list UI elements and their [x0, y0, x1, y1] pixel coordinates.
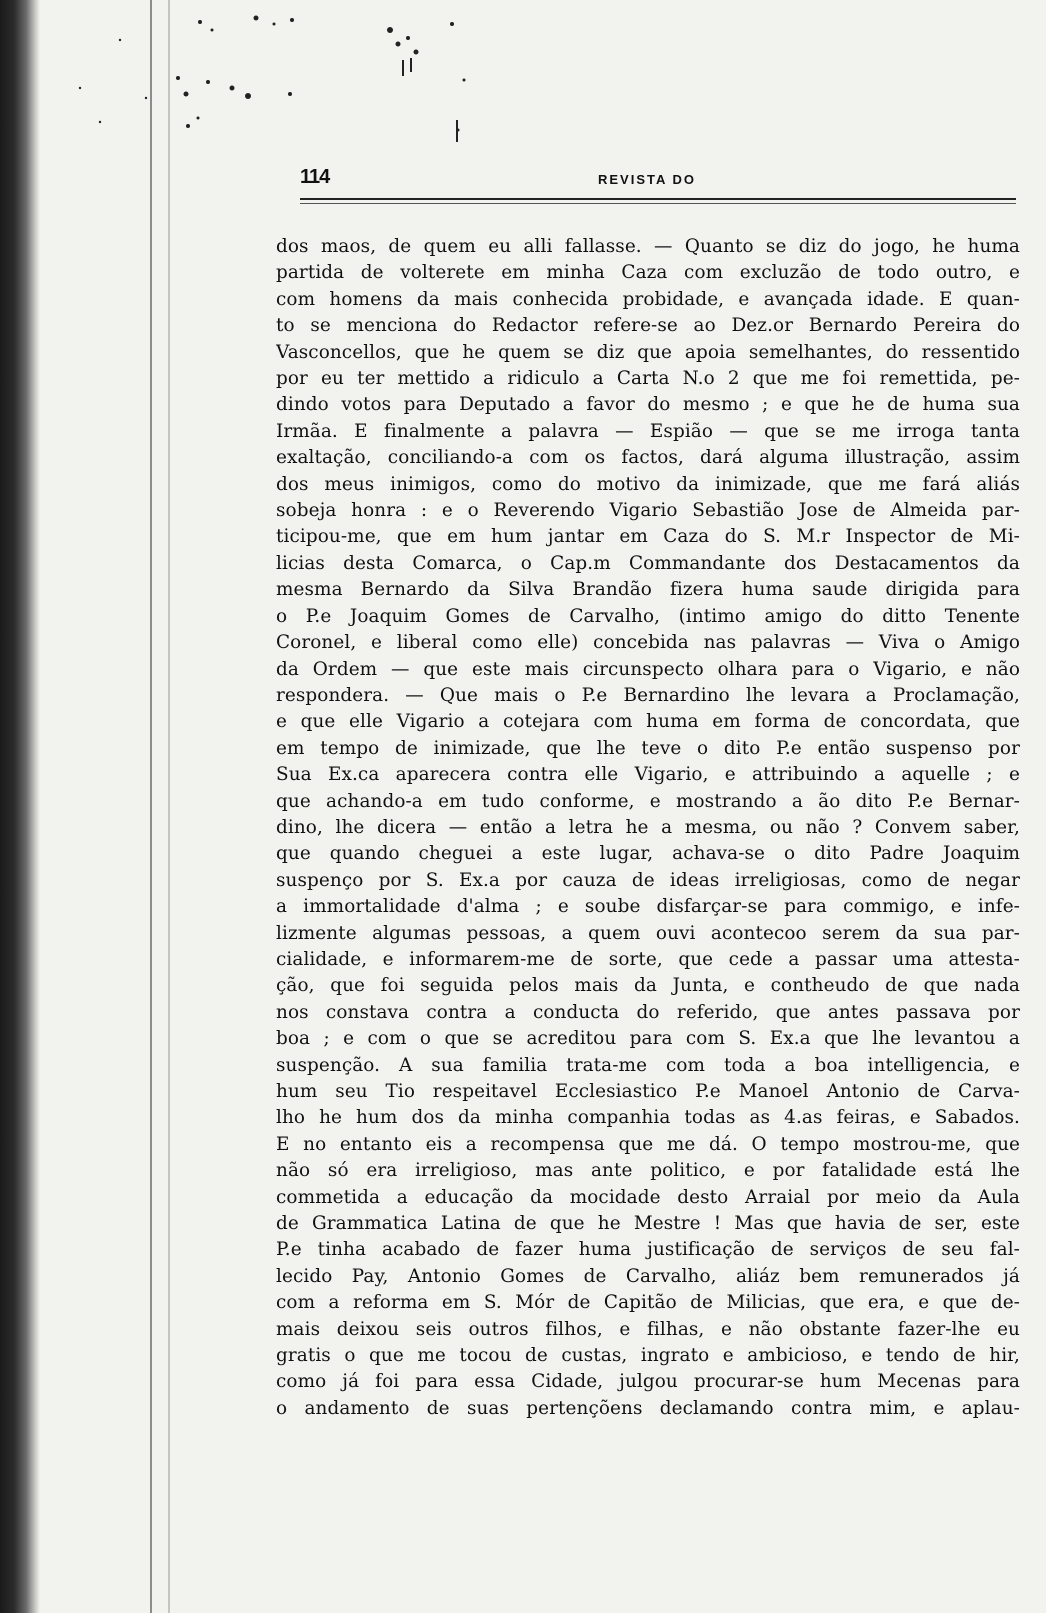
- text-line: gratis o que me tocou de custas, ingrato e ambicioso, e tendo de hir,: [276, 1345, 1020, 1367]
- header-rule: [300, 198, 1016, 204]
- text-line: Sua Ex.ca aparecera contra elle Vigario, e attribuindo a aquelle ; e: [276, 764, 1020, 786]
- text-line: a immortalidade d'alma ; e soube disfarçar-se para commigo, e infe-: [276, 896, 1020, 918]
- page-number: 114: [300, 166, 330, 188]
- text-line: exaltação, conciliando-a com os factos, dará alguma illustração, assim: [276, 447, 1020, 469]
- gutter-fold-line: [168, 0, 170, 1613]
- text-line: to se menciona do Redactor refere-se ao Dez.or Bernardo Pereira do: [276, 315, 1020, 337]
- text-line: de Grammatica Latina de que he Mestre ! Mas que havia de ser, este: [276, 1213, 1020, 1235]
- text-line: que achando-a em tudo conforme, e mostrando a ão dito P.e Bernar-: [276, 790, 1020, 812]
- text-line: nos constava contra a conducta do referido, que antes passava por: [276, 1001, 1020, 1023]
- text-line: com homens da mais conhecida probidade, e avançada idade. E quan-: [276, 288, 1020, 310]
- running-head: REVISTA DO: [598, 172, 697, 187]
- text-line: e que elle Vigario a cotejara com huma em forma de concordata, que: [276, 711, 1020, 733]
- text-line: cialidade, e informarem-me de sorte, que cede a passar uma attesta-: [276, 948, 1020, 970]
- text-line: lizmente algumas pessoas, a quem ouvi acontecoo serem da sua par-: [276, 922, 1020, 944]
- text-line: P.e tinha acabado de fazer huma justificação de serviços de seu fal-: [276, 1239, 1020, 1261]
- text-line: Coronel, e liberal como elle) concebida nas palavras — Viva o Amigo: [276, 632, 1020, 654]
- text-line: da Ordem — que este mais circunspecto olhara para o Vigario, e não: [276, 658, 1020, 680]
- text-line: boa ; e com o que se acreditou para com S. Ex.a que lhe levantou a: [276, 1028, 1020, 1050]
- text-line: em tempo de inimizade, que lhe teve o dito P.e então suspenso por: [276, 737, 1020, 759]
- text-line: Vasconcellos, que he quem se diz que apoia semelhantes, do ressentido: [276, 341, 1020, 363]
- text-line: commetida a educação da mocidade desto Arraial por meio da Aula: [276, 1186, 1020, 1208]
- text-line: suspenço por S. Ex.a por cauza de ideas irreligiosas, como de negar: [276, 869, 1020, 891]
- text-line: suspenção. A sua familia trata-me com toda a boa intelligencia, e: [276, 1054, 1020, 1076]
- text-line: sobeja honra : e o Reverendo Vigario Sebastião Jose de Almeida par-: [276, 500, 1020, 522]
- text-line: dos maos, de quem eu alli fallasse. — Quanto se diz do jogo, he huma: [276, 236, 1020, 257]
- text-line: dino, lhe dicera — então a letra he a mesma, ou não ? Convem saber,: [276, 816, 1020, 838]
- text-line: o P.e Joaquim Gomes de Carvalho, (intimo amigo do ditto Tenente: [276, 605, 1020, 627]
- text-line: com a reforma em S. Mór de Capitão de Milicias, que era, e que de-: [276, 1292, 1020, 1314]
- text-line: respondera. — Que mais o P.e Bernardino lhe levara a Proclamação,: [276, 684, 1020, 706]
- text-line: ção, que foi seguida pelos mais da Junta, e contheudo de que nada: [276, 975, 1020, 997]
- text-line: dos meus inimigos, como do motivo da inimizade, que me fará aliás: [276, 473, 1020, 495]
- page-gutter-shadow: [0, 0, 40, 1613]
- text-line: o andamento de suas pertençõens declamando contra mim, e aplau-: [276, 1397, 1020, 1419]
- body-text: [276, 234, 1020, 1422]
- scan-noise-specks: [60, 0, 500, 150]
- text-line: E no entanto eis a recompensa que me dá. O tempo mostrou-me, que: [276, 1133, 1020, 1155]
- text-line: hum seu Tio respeitavel Ecclesiastico P.e Manoel Antonio de Carva-: [276, 1081, 1020, 1102]
- page-header: [300, 166, 1016, 196]
- text-line: que quando cheguei a este lugar, achava-se o dito Padre Joaquim: [276, 843, 1020, 865]
- text-line: dindo votos para Deputado a favor do mesmo ; e que he de huma sua: [276, 394, 1020, 416]
- text-line: mesma Bernardo da Silva Brandão fizera huma saude dirigida para: [276, 579, 1020, 601]
- text-line: Irmãa. E finalmente a palavra — Espião — que se me irroga tanta: [276, 420, 1020, 442]
- text-line: mais deixou seis outros filhos, e filhas, e não obstante fazer-lhe eu: [276, 1318, 1020, 1340]
- text-line: licias desta Comarca, o Cap.m Commandante dos Destacamentos da: [276, 552, 1020, 574]
- text-line: lho he hum dos da minha companhia todas as 4.as feiras, e Sabados.: [276, 1107, 1020, 1129]
- text-line: partida de volterete em minha Caza com excluzão de todo outro, e: [276, 262, 1020, 284]
- text-line: como já foi para essa Cidade, julgou procurar-se hum Mecenas para: [276, 1371, 1020, 1393]
- text-line: ticipou-me, que em hum jantar em Caza do S. M.r Inspector de Mi-: [276, 526, 1020, 548]
- text-line: lecido Pay, Antonio Gomes de Carvalho, aliáz bem remunerados já: [276, 1265, 1020, 1287]
- gutter-fold-line: [150, 0, 152, 1613]
- text-line: não só era irreligioso, mas ante politico, e por fatalidade está lhe: [276, 1160, 1020, 1182]
- text-line: por eu ter mettido a ridiculo a Carta N.o 2 que me foi remettida, pe-: [276, 368, 1020, 390]
